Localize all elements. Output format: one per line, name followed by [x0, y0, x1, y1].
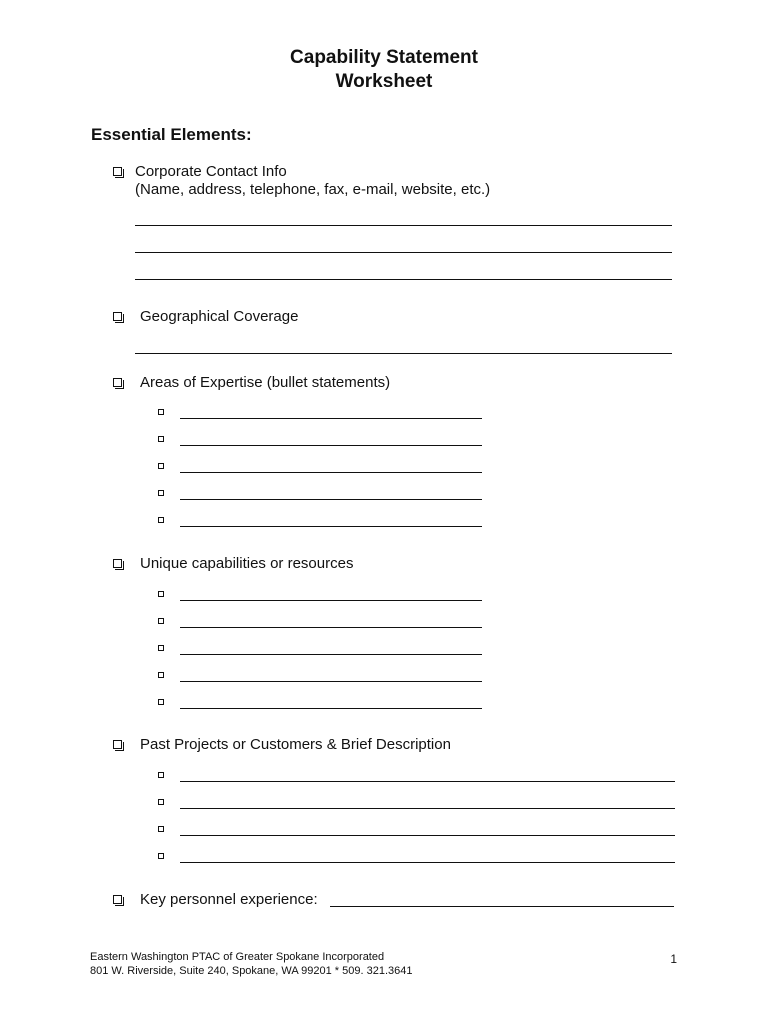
essential-elements-heading: Essential Elements: — [91, 125, 252, 144]
footer-address: 801 W. Riverside, Suite 240, Spokane, WA 99201 * 509. 321.3641 — [90, 965, 413, 977]
unique-answer-line[interactable] — [180, 708, 482, 709]
unique-checkbox[interactable] — [113, 559, 122, 568]
expertise-bullet-checkbox[interactable] — [158, 463, 164, 469]
past-projects-bullet-checkbox[interactable] — [158, 826, 164, 832]
past-projects-answer-line[interactable] — [180, 781, 675, 782]
contact-checkbox[interactable] — [113, 167, 122, 176]
expertise-bullet-checkbox[interactable] — [158, 490, 164, 496]
expertise-answer-line[interactable] — [180, 499, 482, 500]
coverage-answer-line[interactable] — [135, 353, 672, 354]
expertise-answer-line[interactable] — [180, 526, 482, 527]
past-projects-answer-line[interactable] — [180, 835, 675, 836]
unique-bullet-checkbox[interactable] — [158, 591, 164, 597]
expertise-bullet-checkbox[interactable] — [158, 436, 164, 442]
unique-bullet-checkbox[interactable] — [158, 618, 164, 624]
contact-answer-line[interactable] — [135, 252, 672, 253]
unique-bullet-checkbox[interactable] — [158, 645, 164, 651]
past-projects-bullet-checkbox[interactable] — [158, 772, 164, 778]
contact-answer-line[interactable] — [135, 279, 672, 280]
worksheet-title-line2: Worksheet — [335, 71, 433, 92]
personnel-label: Key personnel experience: — [140, 891, 318, 908]
worksheet-title-line1: Capability Statement — [290, 47, 478, 68]
past-projects-answer-line[interactable] — [180, 808, 675, 809]
expertise-answer-line[interactable] — [180, 445, 482, 446]
contact-label: Corporate Contact Info — [135, 163, 287, 180]
expertise-answer-line[interactable] — [180, 472, 482, 473]
footer-organization: Eastern Washington PTAC of Greater Spokane Incorporated — [90, 951, 385, 963]
contact-sublabel: (Name, address, telephone, fax, e-mail, website, etc.) — [135, 181, 491, 198]
past-projects-answer-line[interactable] — [180, 862, 675, 863]
expertise-bullet-checkbox[interactable] — [158, 517, 164, 523]
unique-bullet-checkbox[interactable] — [158, 699, 164, 705]
contact-answer-line[interactable] — [135, 225, 672, 226]
unique-answer-line[interactable] — [180, 627, 482, 628]
unique-answer-line[interactable] — [180, 654, 482, 655]
personnel-checkbox[interactable] — [113, 895, 122, 904]
unique-bullet-checkbox[interactable] — [158, 672, 164, 678]
unique-answer-line[interactable] — [180, 681, 482, 682]
expertise-bullet-checkbox[interactable] — [158, 409, 164, 415]
unique-label: Unique capabilities or resources — [140, 555, 354, 572]
coverage-checkbox[interactable] — [113, 312, 122, 321]
expertise-checkbox[interactable] — [113, 378, 122, 387]
page-number: 1 — [670, 952, 677, 966]
personnel-answer-line[interactable] — [330, 906, 674, 907]
past-projects-checkbox[interactable] — [113, 740, 122, 749]
expertise-answer-line[interactable] — [180, 418, 482, 419]
expertise-label: Areas of Expertise (bullet statements) — [140, 374, 391, 391]
unique-answer-line[interactable] — [180, 600, 482, 601]
past-projects-label: Past Projects or Customers & Brief Description — [140, 736, 451, 753]
past-projects-bullet-checkbox[interactable] — [158, 853, 164, 859]
past-projects-bullet-checkbox[interactable] — [158, 799, 164, 805]
coverage-label: Geographical Coverage — [140, 308, 299, 325]
